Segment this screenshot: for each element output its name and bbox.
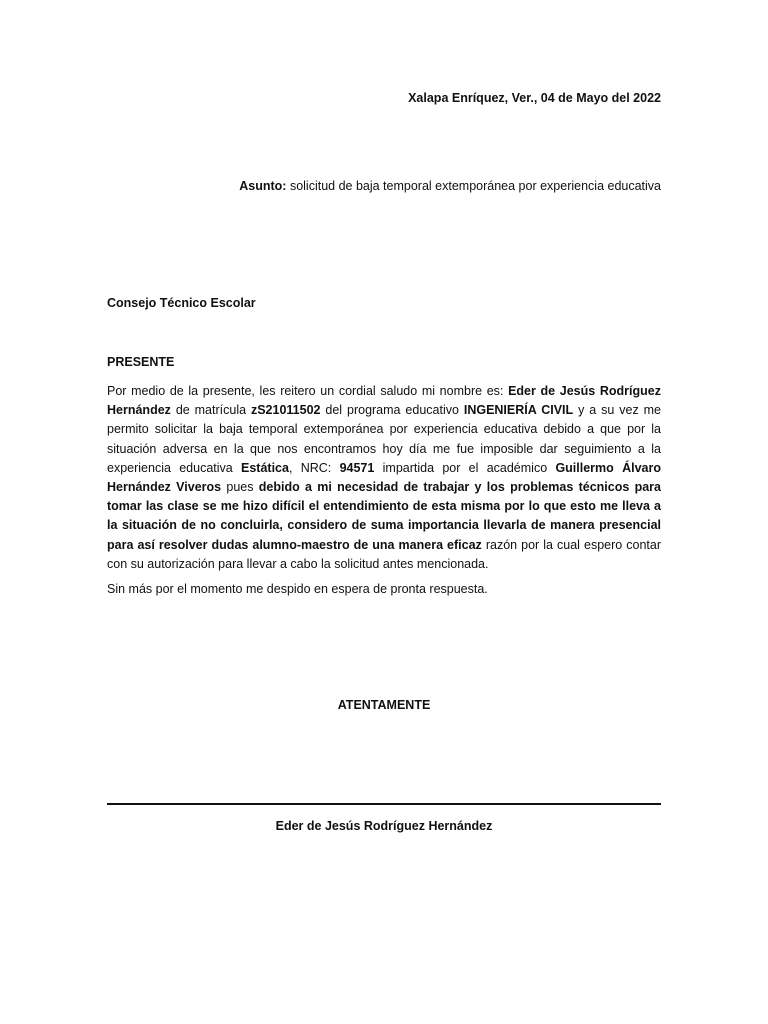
letter-closing: Sin más por el momento me despido en espera de pronta respuesta. [107,582,488,596]
body-emphasis: zS21011502 [250,403,321,418]
body-text: razón por la cual espero contar con su autorización para llevar a cabo la solicitud antes mencionada. [107,537,661,571]
body-emphasis: 94571 [339,460,375,475]
body-emphasis: debido a mi necesidad de trabajar y los problemas técnicos para tomar las clase se me hizo difícil el entendimiento de esta misma por lo que esto me lleva a la situación de no concluirla, considero de suma importancia llevarla de manera presencial para así resolver dudas alumno-maestro de una manera eficaz [107,480,661,552]
body-text: pues [221,480,259,495]
body-text: impartida por el académico [374,460,556,475]
letter-subject [107,179,661,193]
letter-addressee: Consejo Técnico Escolar [107,296,256,310]
body-text: Por medio de la presente, les reitero un cordial saludo mi nombre es: [107,384,509,398]
body-emphasis: Guillermo Álvaro Hernández Viveros [107,460,661,495]
subject-label: Asunto: [239,179,287,193]
signature-line [107,803,661,805]
letter-salutation: PRESENTE [107,355,175,369]
body-emphasis: INGENIERÍA CIVIL [463,403,574,418]
subject-text: solicitud de baja temporal extemporánea por experiencia educativa [286,179,661,193]
body-text: , NRC: [288,460,340,475]
letter-date: Xalapa Enríquez, Ver., 04 de Mayo del 2022 [408,91,661,105]
letter-body [107,382,661,574]
body-text: del programa educativo [320,403,464,418]
body-emphasis: Estática [241,460,289,475]
body-emphasis: Eder de Jesús Rodríguez Hernández [107,384,661,418]
letter-signer: Eder de Jesús Rodríguez Hernández [275,819,493,833]
body-text: y a su vez me permito solicitar la baja temporal extemporánea por experiencia educativa debido a que por la situación adversa en la que nos encontramos hoy día me fue imposible dar seguimiento a la experiencia educativa [107,403,661,475]
body-text: de matrícula [170,403,251,418]
letter-sign-off: ATENTAMENTE [337,698,431,712]
